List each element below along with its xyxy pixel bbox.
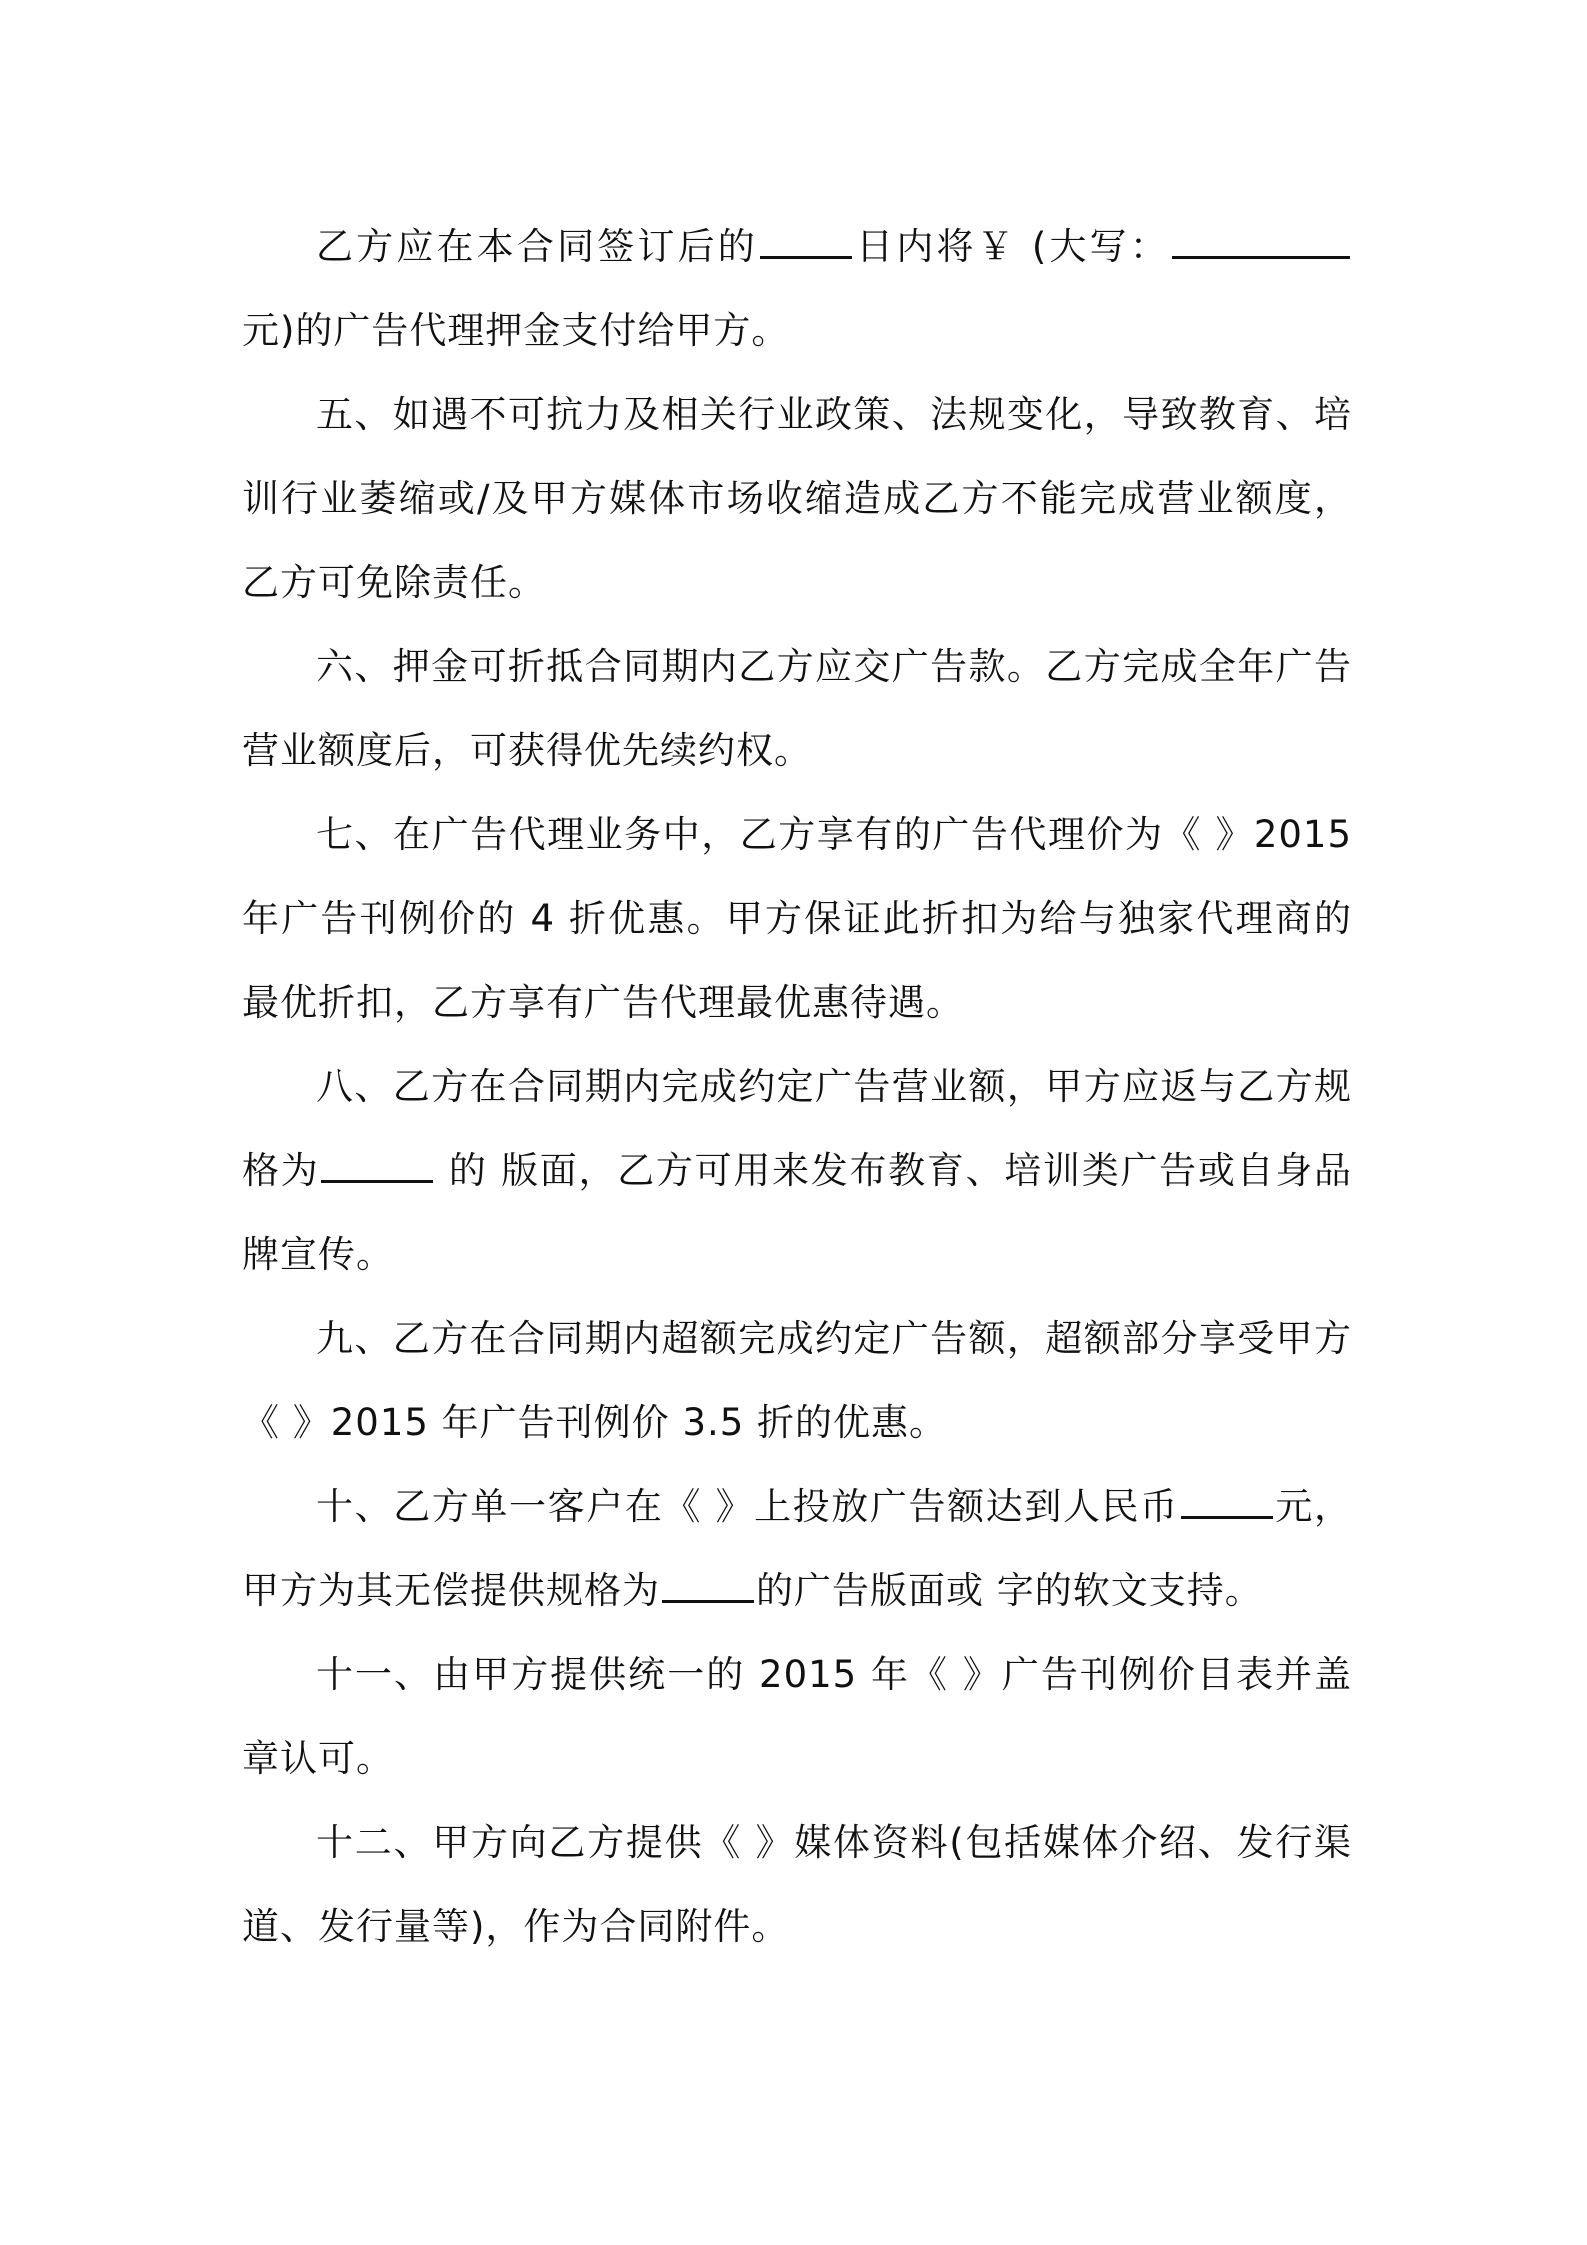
spec-blank: [321, 1144, 433, 1183]
clause-10-text-2: 元，甲方为其无偿提供规格为: [242, 1485, 1352, 1612]
ad-spec-blank: [662, 1564, 754, 1603]
clause-8-text-2: 的 版面，乙方可用来发布教育、培训类广告或自身品牌宣传。: [242, 1149, 1352, 1276]
rmb-amount-blank: [1181, 1480, 1273, 1519]
clause-12: 十二、甲方向乙方提供《 》媒体资料(包括媒体介绍、发行渠道、发行量等)，作为合同附件。: [242, 1821, 1352, 1948]
deposit-text-3: 元)的广告代理押金支付给甲方。: [242, 309, 790, 352]
clause-8-text-1: 八、乙方在合同期内完成约定广告营业额，甲方应返与乙方规格为: [242, 1065, 1352, 1192]
clause-6: 六、押金可折抵合同期内乙方应交广告款。乙方完成全年广告营业额度后，可获得优先续约权。: [242, 645, 1352, 772]
clause-8: [242, 1045, 1352, 1297]
clause-9: 九、乙方在合同期内超额完成约定广告额，超额部分享受甲方《 》2015 年广告刊例价 3.5 折的优惠。: [242, 1317, 1352, 1444]
clause-10: [242, 1465, 1352, 1633]
deposit-text-1: 乙方应在本合同签订后的: [316, 225, 758, 268]
clause-11: 十一、由甲方提供统一的 2015 年《 》广告刊例价目表并盖章认可。: [242, 1653, 1352, 1780]
clause-10-text-1: 十、乙方单一客户在《 》上投放广告额达到人民币: [316, 1485, 1179, 1528]
deposit-paragraph: [242, 205, 1352, 373]
document-body: [242, 205, 1352, 1969]
clause-10-text-3: 的广告版面或 字的软文支持。: [756, 1569, 1263, 1612]
days-blank: [760, 220, 852, 259]
amount-uppercase-blank: [1172, 220, 1350, 259]
clause-5: 五、如遇不可抗力及相关行业政策、法规变化，导致教育、培训行业萎缩或/及甲方媒体市场收缩造成乙方不能完成营业额度，乙方可免除责任。: [242, 393, 1352, 604]
clause-7: 七、在广告代理业务中，乙方享有的广告代理价为《 》2015年广告刊例价的 4 折优惠。甲方保证此折扣为给与独家代理商的最优折扣，乙方享有广告代理最优惠待遇。: [242, 813, 1352, 1024]
deposit-text-2: 日内将￥ (大写：: [854, 225, 1171, 268]
